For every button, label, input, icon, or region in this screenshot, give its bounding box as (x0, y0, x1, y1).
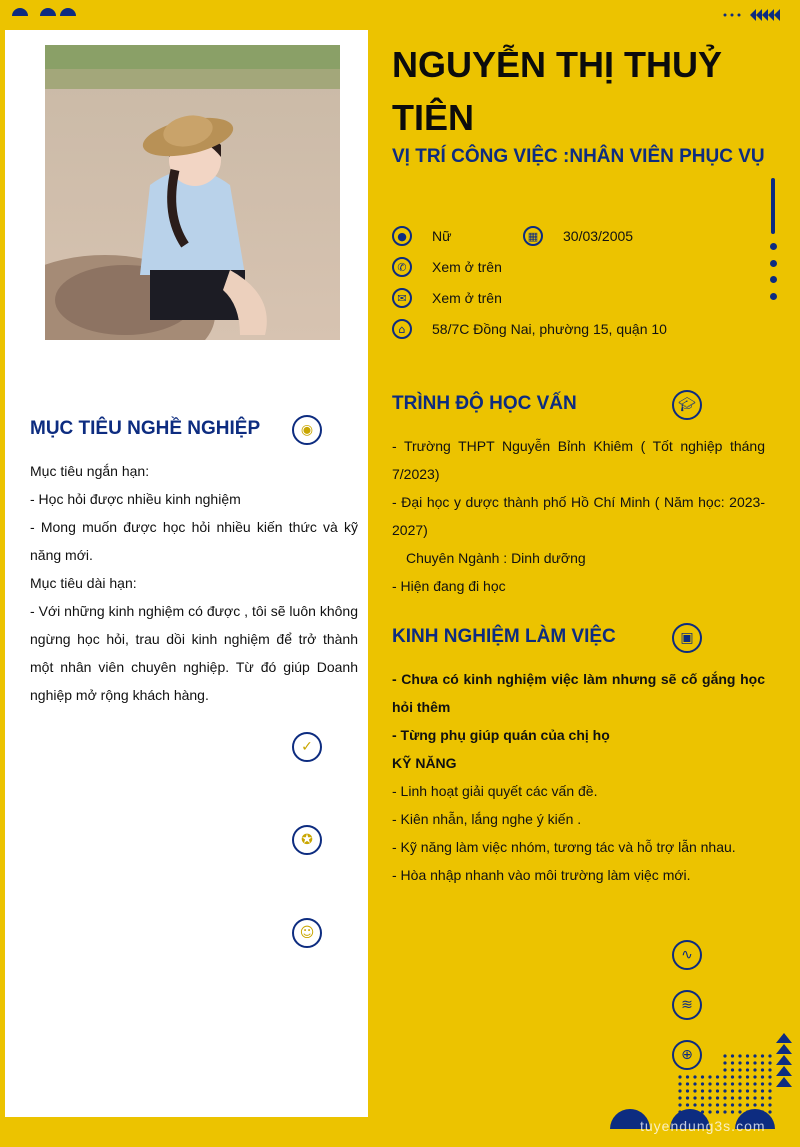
decorative-dot (708, 1096, 711, 1099)
skills-heading: KỸ NĂNG (392, 755, 457, 771)
layers-icon: ≋ (672, 990, 702, 1020)
decorative-dot (701, 1096, 704, 1099)
decorative-dot (693, 1075, 696, 1078)
decorative-dot (746, 1061, 749, 1064)
decorative-dot (753, 1096, 756, 1099)
career-goal-line: - Mong muốn được học hỏi nhiều kiến thức và kỹ năng mới. (30, 519, 358, 563)
arrow-decoration-top-right (722, 8, 784, 22)
career-goal-line: Mục tiêu ngắn hạn: (30, 463, 150, 479)
decorative-dot (761, 1061, 764, 1064)
decorative-dot (768, 1068, 771, 1071)
phone-icon: ✆ (392, 257, 412, 277)
career-goal-line: Mục tiêu dài hạn: (30, 575, 137, 591)
decorative-dot (746, 1054, 749, 1057)
contact-address (392, 319, 667, 339)
education-line: - Trường THPT Nguyễn Bỉnh Khiêm ( Tốt nghiệp tháng 7/2023) (392, 438, 765, 482)
decorative-dot (753, 1082, 756, 1085)
decorative-dot (686, 1096, 689, 1099)
decorative-dot (738, 1061, 741, 1064)
decorative-dot (731, 1068, 734, 1071)
decorative-dot (723, 1075, 726, 1078)
decorative-dot (693, 1082, 696, 1085)
user-icon: ● (392, 226, 412, 246)
person-icon: ☺ (292, 918, 322, 948)
calendar-icon: ▦ (523, 226, 543, 246)
decorative-dot (723, 1089, 726, 1092)
decorative-dot (723, 1054, 726, 1057)
watermark: tuyendung3s.com (640, 1118, 766, 1134)
decorative-dot (746, 1089, 749, 1092)
decorative-dot (731, 1054, 734, 1057)
decorative-dot (768, 1096, 771, 1099)
birthday-value: 30/03/2005 (563, 228, 634, 244)
decorative-dot (738, 1054, 741, 1057)
plus-circle-icon: ⊕ (672, 1040, 702, 1070)
decorative-dot (738, 1089, 741, 1092)
skill-item: - Kiên nhẫn, lắng nghe ý kiến . (392, 811, 582, 827)
decorative-dot (716, 1082, 719, 1085)
decorative-dot (768, 1075, 771, 1078)
decorative-dot (723, 1096, 726, 1099)
decorative-dot (746, 1096, 749, 1099)
decorative-dot (770, 243, 777, 250)
decorative-dot (686, 1082, 689, 1085)
education-line: Chuyên Ngành : Dinh dưỡng (406, 550, 586, 566)
decorative-line (771, 178, 775, 234)
decorative-dot (731, 1061, 734, 1064)
gender-value: Nữ (432, 228, 452, 244)
decorative-dot (723, 1068, 726, 1071)
decorative-dot (746, 1075, 749, 1078)
home-icon: ⌂ (392, 319, 412, 339)
skill-item: - Kỹ năng làm việc nhóm, tương tác và hỗ trợ lẫn nhau. (392, 839, 736, 855)
briefcase-icon: ▣ (672, 623, 702, 653)
decorative-dot (753, 1075, 756, 1078)
decorative-dot (768, 1089, 771, 1092)
career-goal-text (30, 457, 358, 709)
education-title: TRÌNH ĐỘ HỌC VẤN (392, 393, 577, 414)
decorative-dot (738, 1082, 741, 1085)
decorative-dot (753, 1089, 756, 1092)
decorative-dot (693, 1089, 696, 1092)
decorative-dot (761, 1089, 764, 1092)
job-position: VỊ TRÍ CÔNG VIỆC :NHÂN VIÊN PHỤC VỤ (392, 146, 765, 167)
education-line: - Hiện đang đi học (392, 578, 506, 594)
contact-email (392, 288, 502, 308)
decorative-dot (678, 1082, 681, 1085)
experience-text (392, 665, 765, 889)
decorative-dot (770, 276, 777, 283)
arrow-decoration-bottom-right (774, 1033, 794, 1089)
education-line: - Đại học y dược thành phố Hồ Chí Minh ( Năm học: 2023-2027) (392, 494, 765, 538)
experience-line: - Chưa có kinh nghiệm việc làm nhưng sẽ cố gắng học hỏi thêm (392, 671, 765, 715)
decorative-dot (716, 1089, 719, 1092)
decorative-dot (731, 1082, 734, 1085)
decorative-dot (753, 1054, 756, 1057)
decorative-dot (716, 1096, 719, 1099)
decorative-dot (768, 1054, 771, 1057)
contact-gender (392, 226, 451, 246)
graduation-cap-icon: 🎓︎ (672, 390, 702, 420)
career-goal-line: - Học hỏi được nhiều kinh nghiệm (30, 491, 241, 507)
decorative-dot (701, 1082, 704, 1085)
decorative-dot (761, 1068, 764, 1071)
award-icon: ✪ (292, 825, 322, 855)
decorative-dot (686, 1089, 689, 1092)
check-badge-icon: ✓ (292, 732, 322, 762)
phone-value: Xem ở trên (432, 259, 502, 275)
decorative-dot (678, 1075, 681, 1078)
email-value: Xem ở trên (432, 290, 502, 306)
decorative-dot (708, 1082, 711, 1085)
decorative-dot (701, 1089, 704, 1092)
decorative-dot (701, 1075, 704, 1078)
decorative-dot (678, 1096, 681, 1099)
decorative-dot (770, 260, 777, 267)
decorative-dot (761, 1075, 764, 1078)
skill-item: - Linh hoạt giải quyết các vấn đề. (392, 783, 598, 799)
full-name: NGUYỄN THỊ THUỶ TIÊN (392, 44, 723, 138)
decorative-dot (731, 1075, 734, 1078)
contact-birthday (523, 226, 633, 246)
decorative-dot (753, 1061, 756, 1064)
experience-title: KINH NGHIỆM LÀM VIỆC (392, 626, 616, 647)
decorative-dot (731, 1089, 734, 1092)
heartbeat-icon: ∿ (672, 940, 702, 970)
decorative-dot (708, 1089, 711, 1092)
decorative-dot (738, 1096, 741, 1099)
decorative-dot (723, 1082, 726, 1085)
skill-item: - Hòa nhập nhanh vào môi trường làm việc mới. (392, 867, 691, 883)
career-goal-title: MỤC TIÊU NGHỀ NGHIỆP (30, 418, 261, 439)
decorative-dot (708, 1075, 711, 1078)
decorative-dot (731, 1096, 734, 1099)
contact-phone (392, 257, 502, 277)
decorative-dot (761, 1082, 764, 1085)
decorative-dot (746, 1082, 749, 1085)
decorative-dot (738, 1068, 741, 1071)
decorative-dot (761, 1054, 764, 1057)
education-text (392, 432, 765, 600)
decorative-dot (768, 1061, 771, 1064)
decorative-dot (716, 1075, 719, 1078)
decorative-dot (693, 1096, 696, 1099)
decorative-dot (770, 293, 777, 300)
decorative-dot (678, 1089, 681, 1092)
career-goal-line: - Với những kinh nghiệm có được , tôi sẽ luôn không ngừng học hỏi, trau dồi kinh nghiệm để trở thành một nhân viên chuyên nghiệp. Từ đó giúp Doanh nghiệp mở rộng khách hàng. (30, 603, 358, 703)
decorative-dot (746, 1068, 749, 1071)
experience-line: - Từng phụ giúp quán của chị họ (392, 727, 610, 743)
decorative-dot (761, 1096, 764, 1099)
profile-photo (45, 45, 340, 340)
target-icon: ◉ (292, 415, 322, 445)
address-value: 58/7C Đồng Nai, phường 15, quận 10 (432, 321, 667, 337)
mail-icon: ✉ (392, 288, 412, 308)
decorative-dot (753, 1068, 756, 1071)
decorative-dot (723, 1061, 726, 1064)
decorative-dot (738, 1075, 741, 1078)
decorative-dot (768, 1082, 771, 1085)
decorative-dot (686, 1075, 689, 1078)
